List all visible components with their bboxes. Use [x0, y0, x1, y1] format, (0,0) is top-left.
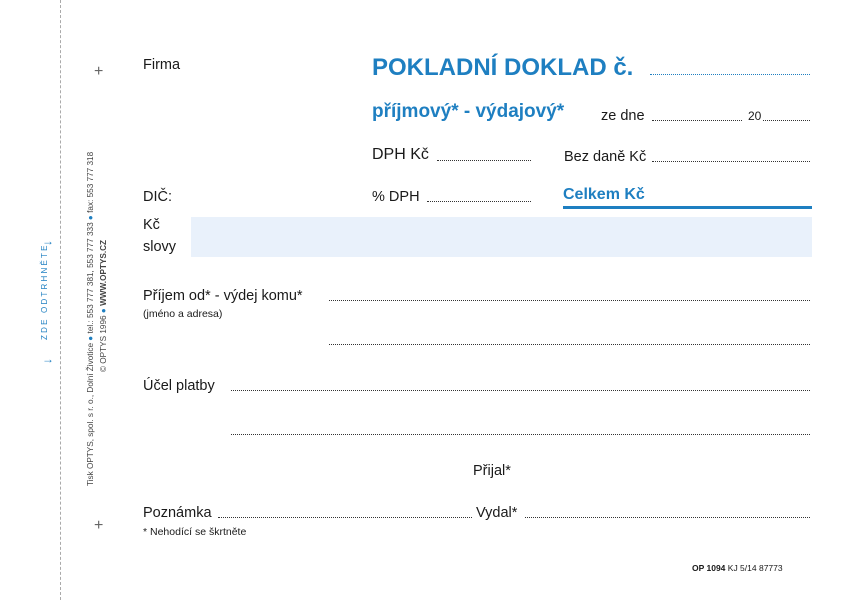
- year-prefix: 20: [748, 109, 762, 123]
- tear-off-line: [60, 0, 61, 600]
- printer-copyright: © OPTYS 1996: [99, 315, 108, 372]
- ucel-field-line2[interactable]: [231, 434, 810, 435]
- form-code-details: KJ 5/14 87773: [727, 563, 783, 573]
- poznamka-label: Poznámka: [143, 505, 212, 521]
- vydal-label: Vydal*: [476, 505, 518, 521]
- year-field[interactable]: [763, 120, 810, 121]
- printer-web-line: [99, 240, 108, 372]
- printer-name: Tisk OPTYS, spol. s r. o., Dolní Životice: [86, 342, 95, 486]
- ucel-label: Účel platby: [143, 378, 215, 394]
- form-code: OP 1094: [692, 563, 726, 573]
- bullet-icon: ●: [86, 335, 95, 341]
- dph-kc-label: DPH Kč: [372, 146, 429, 163]
- pct-dph-field[interactable]: [427, 201, 531, 202]
- vydal-field[interactable]: [525, 517, 810, 518]
- plus-mark-bottom-icon: +: [94, 517, 104, 534]
- prijem-field-line2[interactable]: [329, 344, 810, 345]
- document-number-field[interactable]: [650, 74, 810, 75]
- dic-label: DIČ:: [143, 189, 172, 205]
- pct-dph-label: % DPH: [372, 189, 420, 205]
- dph-kc-field[interactable]: [437, 160, 531, 161]
- cut-label: ZDE ODTRHNĚTE: [40, 243, 49, 340]
- arrow-top-icon: →: [42, 234, 54, 248]
- poznamka-field[interactable]: [218, 517, 472, 518]
- ucel-field-line1[interactable]: [231, 390, 810, 391]
- arrow-bottom-icon: →: [42, 352, 54, 366]
- date-field[interactable]: [652, 120, 742, 121]
- slovy-label: slovy: [143, 239, 177, 255]
- firma-label: Firma: [143, 57, 181, 73]
- document-title: POKLADNÍ DOKLAD č.: [372, 54, 634, 81]
- amount-in-words-field[interactable]: [191, 217, 812, 257]
- plus-mark-top-icon: +: [94, 63, 104, 80]
- kc-label: Kč: [143, 217, 160, 233]
- printer-info: [86, 152, 95, 486]
- footnote: * Nehodící se škrtněte: [143, 526, 247, 538]
- prijem-field-line1[interactable]: [329, 300, 810, 301]
- celkem-underline: [563, 206, 812, 209]
- printer-tel: tel.: 553 777 381, 553 777 333: [86, 222, 95, 334]
- form-code-line: [692, 563, 783, 573]
- bez-dane-label: Bez daně Kč: [564, 149, 647, 165]
- bullet-icon: ●: [99, 308, 108, 314]
- prijem-label: Příjem od* - výdej komu*: [143, 288, 303, 304]
- document-type: příjmový* - výdajový*: [372, 101, 565, 122]
- bez-dane-field[interactable]: [652, 161, 810, 162]
- printer-fax: fax: 553 777 318: [86, 151, 95, 213]
- celkem-label: Celkem Kč: [563, 186, 645, 203]
- prijal-label: Přijal*: [473, 463, 511, 479]
- address-hint: (jméno a adresa): [143, 308, 223, 320]
- bullet-icon: ●: [86, 215, 95, 221]
- date-label: ze dne: [601, 108, 645, 124]
- printer-web: WWW.OPTYS.CZ: [99, 239, 108, 306]
